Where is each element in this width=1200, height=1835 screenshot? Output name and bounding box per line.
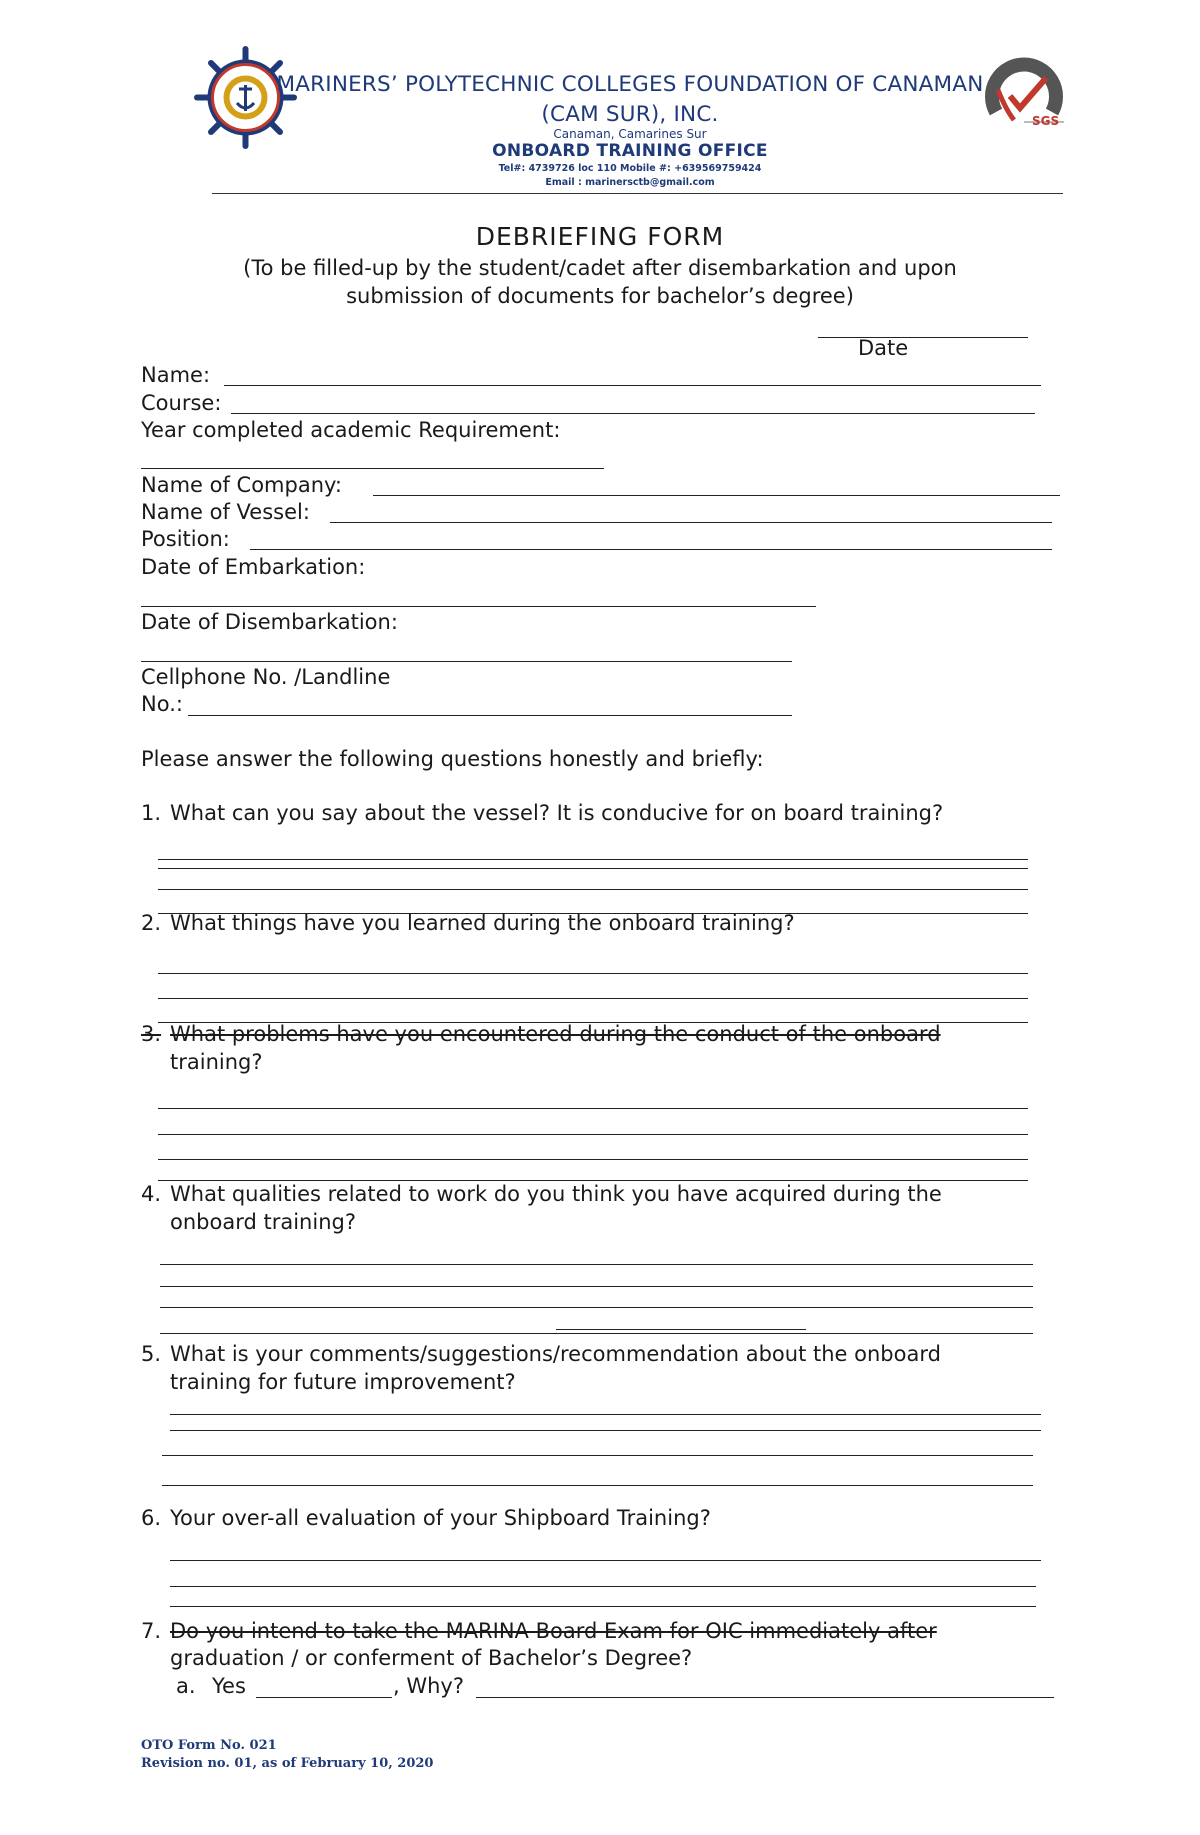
answer-line[interactable] <box>170 1430 1041 1431</box>
question-2-text: What things have you learned during the onboard training? <box>170 911 795 935</box>
option-a-letter: a. <box>176 1674 196 1698</box>
answer-line[interactable] <box>158 973 1028 974</box>
question-6-text: Your over-all evaluation of your Shipboard Training? <box>170 1506 711 1530</box>
revision-note: Revision no. 01, as of February 10, 2020 <box>141 1756 434 1771</box>
answer-line[interactable] <box>160 1286 1033 1287</box>
institution-name: MARINERS’ POLYTECHNIC COLLEGES FOUNDATION OF CANAMAN (CAM SUR), INC. <box>276 72 984 127</box>
form-number: OTO Form No. 021 <box>141 1738 277 1753</box>
course-input-line[interactable] <box>231 413 1035 414</box>
question-7-number: 7. <box>141 1619 162 1643</box>
answer-line[interactable] <box>170 1586 1036 1587</box>
answer-line[interactable] <box>170 1560 1041 1561</box>
answer-line[interactable] <box>162 1455 1033 1456</box>
disembarkation-label: Date of Disembarkation: <box>141 610 398 634</box>
position-input-line[interactable] <box>250 549 1052 550</box>
question-3-number: 3. <box>141 1022 162 1046</box>
form-title: DEBRIEFING FORM <box>475 222 725 251</box>
question-2-number: 2. <box>141 911 162 935</box>
question-5-number: 5. <box>141 1342 162 1366</box>
company-input-line[interactable] <box>373 495 1060 496</box>
cellphone-label: Cellphone No. /Landline <box>141 665 391 689</box>
date-label: Date <box>858 336 909 360</box>
answer-line[interactable] <box>158 859 1028 860</box>
answer-line[interactable] <box>556 1329 806 1330</box>
answer-line[interactable] <box>170 1606 1036 1607</box>
question-5-text-cont: training for future improvement? <box>170 1370 516 1394</box>
answer-line[interactable] <box>158 1108 1028 1109</box>
option-yes-label: Yes <box>212 1674 246 1698</box>
form-subtitle: (To be filled-up by the student/cadet after disembarkation and upon submission of documents for bachelor’s degree) <box>243 256 957 308</box>
vessel-input-line[interactable] <box>330 522 1052 523</box>
question-7-text: Do you intend to take the MARINA Board Exam for OIC immediately after <box>170 1619 937 1643</box>
answer-line[interactable] <box>170 1414 1041 1415</box>
company-label: Name of Company: <box>141 473 342 497</box>
institution-location: Canaman, Camarines Sur <box>553 127 707 141</box>
question-4-number: 4. <box>141 1182 162 1206</box>
answer-line[interactable] <box>160 1264 1033 1265</box>
name-label: Name: <box>141 363 211 387</box>
answer-line[interactable] <box>158 868 1028 869</box>
yes-input-line[interactable] <box>256 1697 392 1698</box>
contact-line: Tel#: 4739726 loc 110 Mobile #: +639569759424 <box>498 163 762 174</box>
cellphone-input-line[interactable] <box>188 715 792 716</box>
question-6-number: 6. <box>141 1506 162 1530</box>
cellphone-label-cont: No.: <box>141 692 183 716</box>
answer-line[interactable] <box>162 1485 1033 1486</box>
header-divider <box>212 193 1063 194</box>
question-1-number: 1. <box>141 801 162 825</box>
question-1-text: What can you say about the vessel? It is conducive for on board training? <box>170 801 944 825</box>
certification-badge <box>984 50 1064 132</box>
year-completed-label: Year completed academic Requirement: <box>141 418 561 442</box>
date-input-line[interactable] <box>818 337 1028 338</box>
embarkation-input-line[interactable] <box>141 606 816 607</box>
answer-line[interactable] <box>160 1307 1033 1308</box>
course-label: Course: <box>141 391 222 415</box>
year-completed-input-line[interactable] <box>141 468 604 469</box>
name-input-line[interactable] <box>224 385 1041 386</box>
badge-label: SGS <box>1032 114 1060 128</box>
answer-line[interactable] <box>158 998 1028 999</box>
question-3-text: What problems have you encountered during the conduct of the onboard <box>170 1022 941 1046</box>
answer-line[interactable] <box>158 889 1028 890</box>
vessel-label: Name of Vessel: <box>141 500 310 524</box>
position-label: Position: <box>141 527 230 551</box>
embarkation-label: Date of Embarkation: <box>141 555 366 579</box>
why-label: , Why? <box>393 1674 464 1698</box>
email-line: Email : marinersctb@gmail.com <box>545 177 715 188</box>
question-4-text-cont: onboard training? <box>170 1210 356 1234</box>
office-name: ONBOARD TRAINING OFFICE <box>492 141 768 161</box>
question-7-text-cont: graduation / or conferment of Bachelor’s Degree? <box>170 1646 693 1670</box>
why-input-line[interactable] <box>476 1697 1054 1698</box>
answer-line[interactable] <box>158 1159 1028 1160</box>
answer-line[interactable] <box>160 1333 1033 1334</box>
question-4-text: What qualities related to work do you think you have acquired during the <box>170 1182 942 1206</box>
question-5-text: What is your comments/suggestions/recommendation about the onboard <box>170 1342 941 1366</box>
answer-line[interactable] <box>158 1134 1028 1135</box>
disembarkation-input-line[interactable] <box>141 661 792 662</box>
question-3-text-cont: training? <box>170 1050 263 1074</box>
instructions: Please answer the following questions honestly and briefly: <box>141 747 764 771</box>
